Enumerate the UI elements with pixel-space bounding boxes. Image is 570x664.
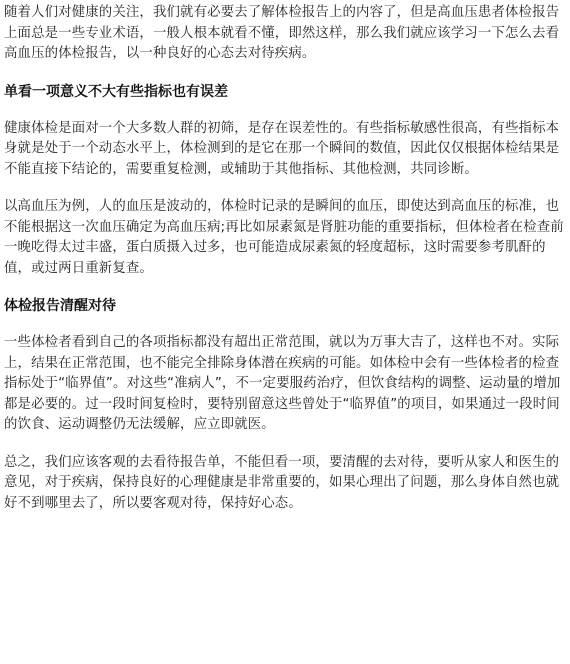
section-heading-single-item: 单看一项意义不大有些指标也有误差 [4,83,228,100]
spacer [4,279,564,296]
spacer [4,102,564,119]
spacer [4,180,564,197]
section-heading-treat-soberly: 体检报告清醒对待 [4,298,116,314]
intro-paragraph: 随着人们对健康的关注，我们就有必要去了解体检报告上的内容了，但是高血压患者体检报告上面总是一些专业术语，一般人根本就看不懂，即然这样，那么我们就应该学习一下怎么去看高血压的体检报告，以一种良好的心态去对待疾病。 [4,5,560,61]
spacer [4,65,564,82]
paragraph-conclusion: 总之，我们应该客观的去看待报告单，不能但看一项，要清醒的去对待，要听从家人和医生的意见，对于疾病，保持良好的心理健康是非常重要的，如果心理出了问题，那么身体自然也就好不到哪里去了，所以要客观对待，保持好心态。 [4,454,560,511]
paragraph-borderline-values: 一些体检者看到自己的各项指标都没有超出正常范围，就以为万事大吉了，这样也不对。实际上，结果在正常范围，也不能完全排除身体潜在疾病的可能。如体检中会有一些体检者的检查指标处于“临界值”。对这些“准病人”，不一定要服药治疗，但饮食结构的调整、运动量的增加都是必要的。过一段时间复检时，要特别留意这些曾处于“临界值”的项目，如果通过一段时间的饮食、运动调整仍无法缓解，应立即就医。 [4,335,561,432]
paragraph-screening-error: 健康体检是面对一个大多数人群的初筛，是存在误差性的。有些指标敏感性很高，有些指标本身就是处于一个动态水平上，体检测到的是它在那一个瞬间的数值，因此仅仅根据体检结果是不能直接下结论的，需要重复检测，或辅助于其他指标、其他检测，共同诊断。 [4,120,560,177]
spacer [4,436,564,453]
paragraph-blood-pressure-example: 以高血压为例，人的血压是波动的，体检时记录的是瞬间的血压，即使达到高血压的标准，也不能根据这一次血压确定为高血压病;再比如尿素氮是肾脏功能的重要指标，但体检者在检查前一晚吃得太过丰盛，蛋白质摄入过多，也可能造成尿素氮的轻度超标，这时需要参考肌酐的值，或过两日重新复查。 [4,199,564,276]
spacer [4,316,564,333]
